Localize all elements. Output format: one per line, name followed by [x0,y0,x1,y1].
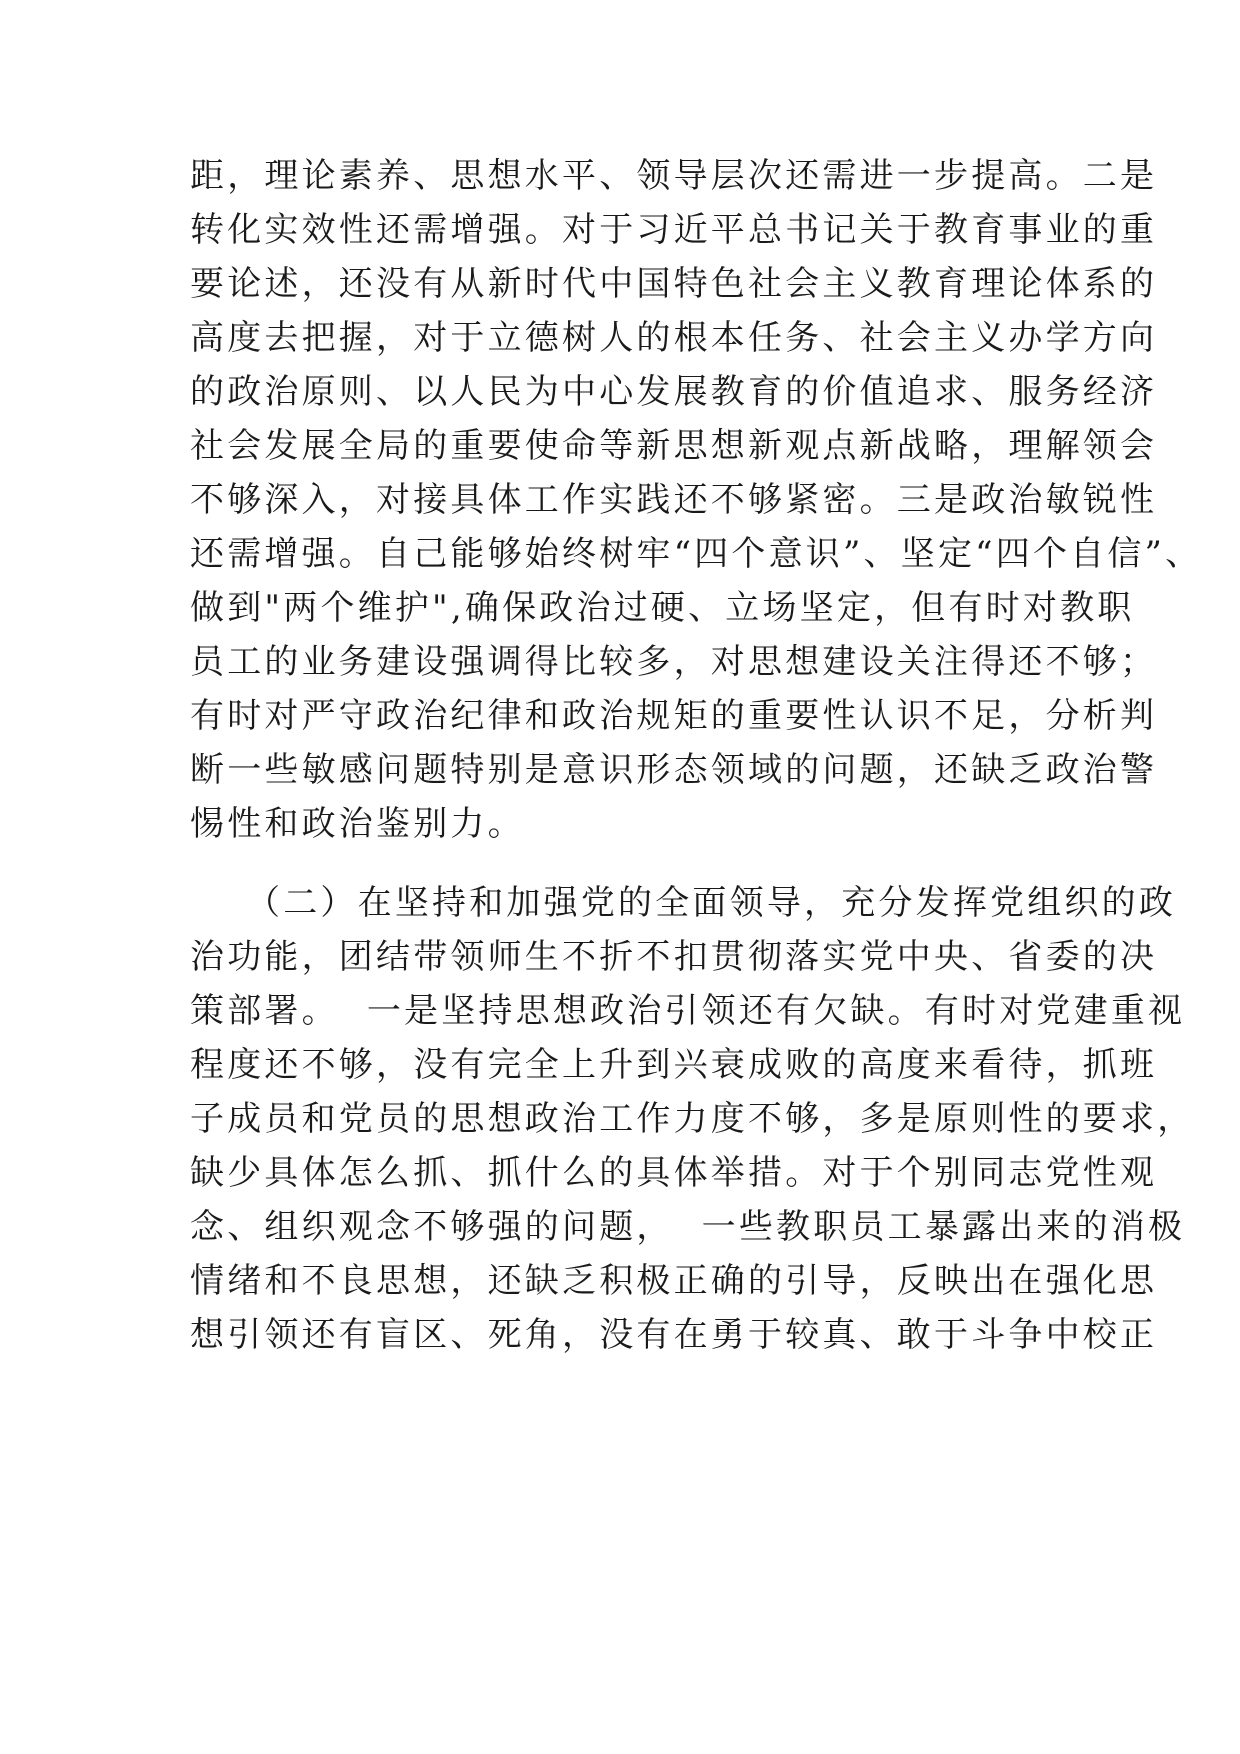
paragraph-2 [190,876,1195,1362]
text-line: 要论述，还没有从新时代中国特色社会主义教育理论体系的 [190,264,1158,304]
text-line: 员工的业务建设强调得比较多，对思想建设关注得还不够； [190,642,1158,682]
text-line: 策部署。 一是坚持思想政治引领还有欠缺。有时对党建重视 [190,991,1186,1031]
text-line: 程度还不够，没有完全上升到兴衰成败的高度来看待，抓班 [190,1045,1158,1085]
text-line: 高度去把握，对于立德树人的根本任务、社会主义办学方向 [190,318,1158,358]
text-line: 念、组织观念不够强的问题， 一些教职员工暴露出来的消极 [190,1207,1186,1247]
text-line: 有时对严守政治纪律和政治规矩的重要性认识不足，分析判 [190,696,1158,736]
text-line: 想引领还有盲区、死角，没有在勇于较真、敢于斗争中校正 [190,1315,1158,1355]
text-line: 做到"两个维护",确保政治过硬、立场坚定，但有时对教职 [190,588,1135,628]
text-line: 子成员和党员的思想政治工作力度不够，多是原则性的要求， [190,1099,1195,1139]
text-line: 转化实效性还需增强。对于习近平总书记关于教育事业的重 [190,210,1158,250]
text-line: 情绪和不良思想，还缺乏积极正确的引导，反映出在强化思 [190,1261,1158,1301]
text-line: 治功能，团结带领师生不折不扣贯彻落实党中央、省委的决 [190,937,1158,977]
text-line: 不够深入，对接具体工作实践还不够紧密。三是政治敏锐性 [190,480,1158,520]
text-line: 惕性和政治鉴别力。 [190,804,525,844]
text-line: 社会发展全局的重要使命等新思想新观点新战略，理解领会 [190,426,1158,466]
text-line: 的政治原则、以人民为中心发展教育的价值追求、服务经济 [190,372,1158,412]
paragraph-1 [190,149,1203,851]
text-line: （二）在坚持和加强党的全面领导，充分发挥党组织的政 [190,883,1177,923]
text-line: 断一些敏感问题特别是意识形态领域的问题，还缺乏政治警 [190,750,1158,790]
text-line: 缺少具体怎么抓、抓什么的具体举措。对于个别同志党性观 [190,1153,1158,1193]
text-line: 还需增强。自己能够始终树牢“四个意识”、坚定“四个自信”、 [190,534,1203,574]
text-line: 距，理论素养、思想水平、领导层次还需进一步提高。二是 [190,156,1158,196]
